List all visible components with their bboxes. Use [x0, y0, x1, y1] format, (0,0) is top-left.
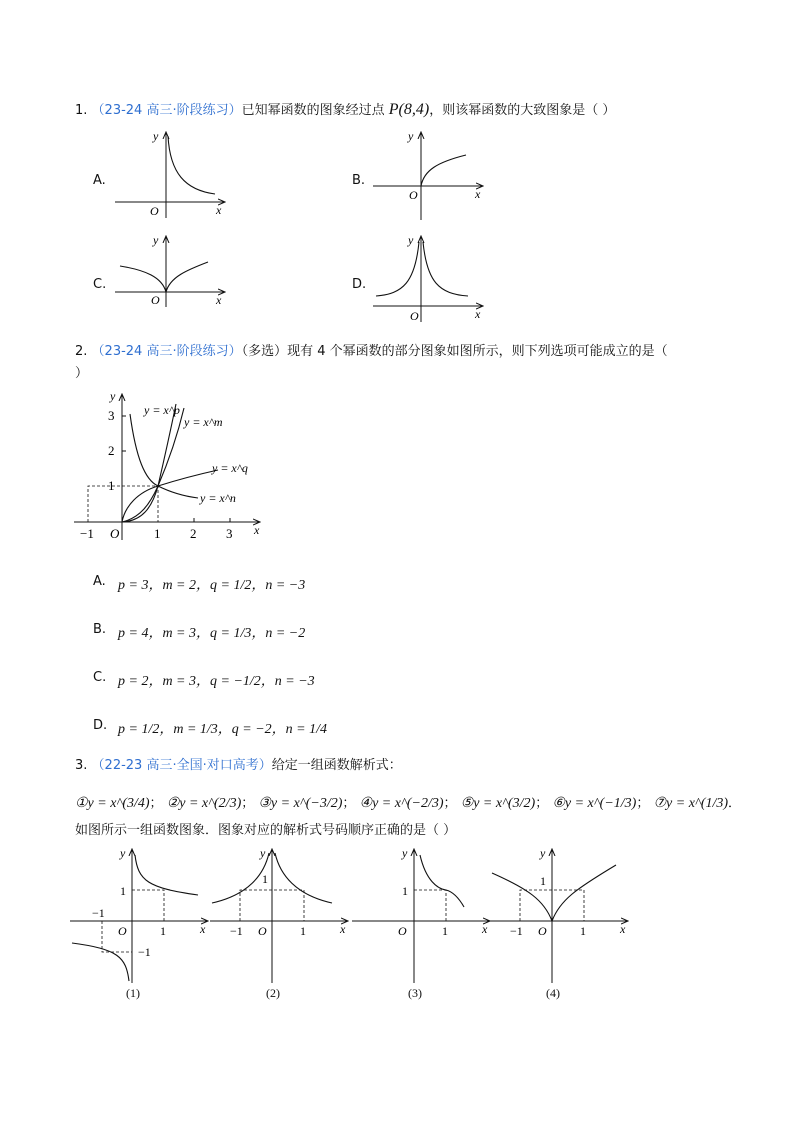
- caption-4: (4): [546, 986, 560, 1000]
- y-tick-label-1: 1: [262, 872, 268, 886]
- label-x-p: y = x^p: [144, 403, 180, 417]
- label-x-m: y = x^m: [184, 415, 223, 429]
- dashed-guide-neg: [102, 921, 132, 952]
- x-label: x: [620, 922, 626, 936]
- curve-left: [212, 853, 269, 903]
- origin-label: O: [409, 188, 418, 202]
- x-tick-label-neg1: −1: [230, 924, 243, 938]
- origin-label: O: [118, 924, 127, 938]
- y-label: y: [540, 846, 546, 860]
- q3-number: 3.: [75, 758, 88, 773]
- q2-text: （多选）现有 4 个幂函数的部分图象如图所示，则下列选项可能成立的是（: [241, 344, 668, 359]
- q2-option-a-label[interactable]: A.: [93, 574, 106, 589]
- y-tick-label-2: 2: [108, 443, 115, 458]
- origin-label: O: [150, 204, 159, 218]
- q2-graph: [70, 388, 270, 546]
- x-label: x: [254, 523, 260, 537]
- q1-text-after: ，则该幂函数的大致图象是（ ）: [429, 103, 616, 118]
- q2-number: 2.: [75, 344, 88, 359]
- q2-option-d-label[interactable]: D.: [93, 718, 108, 733]
- q3-formulas: ①y = x^(3/4)； ②y = x^(2/3)； ③y = x^(−3/2)； ④y = x^(−2/3)； ⑤y = x^(3/2)； ⑥y = x^(−1/3)； ⑦y = x^(1/3)．: [75, 796, 742, 811]
- x-tick-label-neg1: −1: [80, 526, 94, 541]
- curve: [120, 262, 208, 292]
- formula-5: ⑤y = x^(3/2): [460, 796, 536, 811]
- y-tick-label-3: 3: [108, 408, 115, 423]
- origin-label: O: [410, 309, 419, 323]
- x-label: x: [216, 203, 222, 217]
- q1-graph-d: [368, 232, 488, 324]
- y-label: y: [153, 233, 159, 247]
- q1-option-a-label[interactable]: A.: [93, 173, 106, 188]
- y-label: y: [402, 846, 408, 860]
- x-label: x: [216, 293, 222, 307]
- x-tick-label-1: 1: [154, 526, 161, 541]
- x-label: x: [200, 922, 206, 936]
- origin-label: O: [110, 526, 120, 541]
- y-tick-label-1: 1: [108, 478, 115, 493]
- x-tick-label-1: 1: [580, 924, 586, 938]
- q1-stem: [75, 101, 615, 120]
- q1-graph-b: [368, 128, 488, 223]
- q2-option-a-text[interactable]: p = 3，m = 2，q = 1/2，n = −3: [118, 578, 306, 593]
- q1-option-c-label[interactable]: C.: [93, 277, 107, 292]
- label-x-q: y = x^q: [212, 461, 248, 475]
- curve: [421, 155, 466, 186]
- y-label: y: [110, 389, 116, 403]
- q2-source: （23-24 高三·阶段练习）: [91, 344, 242, 359]
- y-tick-label-neg1: −1: [138, 945, 151, 959]
- curve-right: [135, 855, 198, 895]
- origin-label: O: [398, 924, 407, 938]
- q3-graph-2: [208, 845, 353, 985]
- x-tick-label-3: 3: [226, 526, 233, 541]
- q3-stem: [75, 757, 402, 775]
- origin-label: O: [538, 924, 547, 938]
- x-tick-label-1: 1: [442, 924, 448, 938]
- y-label: y: [153, 129, 159, 143]
- caption-3: (3): [408, 986, 422, 1000]
- formula-4: ④y = x^(−2/3): [359, 796, 444, 811]
- x-label: x: [475, 307, 481, 321]
- y-tick-label-1: 1: [120, 884, 126, 898]
- caption-2: (2): [266, 986, 280, 1000]
- q3-graph-1: [68, 845, 213, 985]
- x-label: x: [475, 187, 481, 201]
- curve-right: [275, 853, 332, 903]
- y-tick-label-1: 1: [540, 874, 546, 888]
- q1-graph-a: [110, 128, 230, 223]
- formula-7: ⑦y = x^(1/3): [653, 796, 729, 811]
- x-tick-label-1: 1: [300, 924, 306, 938]
- y-label: y: [120, 846, 126, 860]
- x-label: x: [482, 922, 488, 936]
- caption-1: (1): [126, 986, 140, 1000]
- formula-3: ③y = x^(−3/2): [258, 796, 343, 811]
- x-tick-label-1: 1: [160, 924, 166, 938]
- q2-option-c-text[interactable]: p = 2，m = 3，q = −1/2，n = −3: [118, 674, 315, 689]
- q1-text-before: 已知幂函数的图象经过点: [241, 103, 385, 118]
- curve: [492, 865, 616, 921]
- curve-left: [72, 943, 129, 981]
- label-x-n: y = x^n: [200, 491, 236, 505]
- q2-option-d-text[interactable]: p = 1/2，m = 1/3，q = −2，n = 1/4: [118, 722, 328, 737]
- q3-text: 给定一组函数解析式：: [271, 758, 402, 773]
- q3-graph-3: [350, 845, 495, 985]
- q2-option-c-label[interactable]: C.: [93, 670, 107, 685]
- q1-option-d-label[interactable]: D.: [352, 277, 367, 292]
- q1-graph-c: [110, 232, 230, 310]
- x-tick-label-neg1: −1: [92, 906, 105, 920]
- y-label: y: [260, 846, 266, 860]
- origin-label: O: [151, 293, 160, 307]
- q1-point: P(8,4): [388, 101, 430, 118]
- formula-1: ①y = x^(3/4): [75, 796, 150, 811]
- curve: [168, 136, 215, 194]
- formula-6: ⑥y = x^(−1/3): [552, 796, 637, 811]
- curve: [420, 855, 464, 907]
- q2-option-b-text[interactable]: p = 4，m = 3，q = 1/3，n = −2: [118, 626, 306, 641]
- y-label: y: [408, 129, 414, 143]
- q1-number: 1.: [75, 103, 88, 118]
- formula-2: ②y = x^(2/3): [166, 796, 242, 811]
- x-tick-label-2: 2: [190, 526, 197, 541]
- dashed-guide-pos: [132, 890, 164, 921]
- x-tick-label-neg1: −1: [510, 924, 523, 938]
- q2-stem: [75, 343, 668, 361]
- y-label: y: [408, 233, 414, 247]
- q2-text-wrap: ）: [75, 366, 89, 381]
- curve-right: [423, 242, 468, 296]
- q1-option-b-label[interactable]: B.: [352, 173, 366, 188]
- dashed-guide: [414, 890, 446, 921]
- q3-graph-4: [488, 845, 633, 985]
- q3-question: 如图所示一组函数图象．图象对应的解析式号码顺序正确的是（ ）: [75, 823, 457, 838]
- x-label: x: [340, 922, 346, 936]
- curve-left: [376, 242, 419, 296]
- q1-source: （23-24 高三·阶段练习）: [91, 103, 242, 118]
- origin-label: O: [258, 924, 267, 938]
- q3-source: （22-23 高三·全国·对口高考）: [91, 758, 272, 773]
- q2-option-b-label[interactable]: B.: [93, 622, 107, 637]
- y-tick-label-1: 1: [402, 884, 408, 898]
